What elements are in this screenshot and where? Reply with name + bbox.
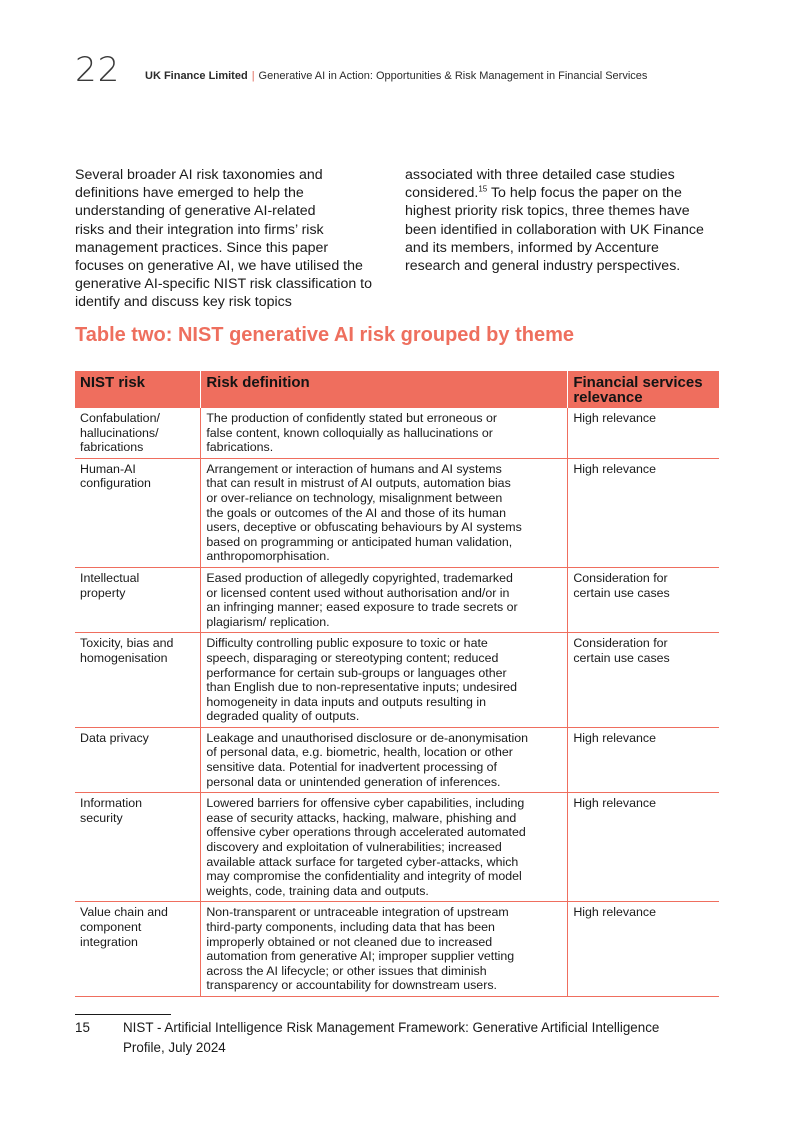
cell-risk-definition-line: Non-transparent or untraceable integration of upstream <box>206 905 509 920</box>
cell-nist-risk-line: security <box>80 810 123 825</box>
intro-line: understanding of generative AI-related <box>75 203 316 220</box>
cell-nist-risk <box>75 727 201 792</box>
header-risk-definition-label: Risk definition <box>206 374 310 391</box>
cell-risk-definition-line: or licensed content used without authorisation and/or in <box>206 585 510 600</box>
cell-nist-risk-line: Human-AI <box>80 461 136 476</box>
cell-nist-risk-line: Value chain and <box>80 905 168 920</box>
intro-line: management practices. Since this paper <box>75 239 329 256</box>
intro-line-text: To help focus the paper on the <box>490 185 682 202</box>
intro-line: been identified in collaboration with UK Finance <box>405 221 704 238</box>
cell-nist-risk <box>75 458 201 567</box>
intro-paragraph <box>75 166 720 312</box>
cell-nist-risk-line: Intellectual <box>80 570 140 585</box>
cell-nist-risk-line: homogenisation <box>80 650 168 665</box>
cell-nist-risk <box>75 633 201 728</box>
cell-risk-definition-line: offensive cyber operations through accelerated automated <box>206 825 526 840</box>
cell-risk-definition-line: degraded quality of outputs. <box>206 709 360 724</box>
cell-risk-definition-line: or over-reliance on technology, misalignment between <box>206 490 503 505</box>
cell-nist-risk-line: component <box>80 920 142 934</box>
cell-risk-definition-line: that can result in mistrust of AI outputs, automation bias <box>206 476 511 491</box>
nist-risk-table <box>75 371 719 997</box>
cell-nist-risk-line: fabrications <box>80 440 144 455</box>
header-nist-risk <box>75 371 201 408</box>
cell-risk-definition-line: plagiarism/ replication. <box>206 614 330 629</box>
cell-relevance-line: High relevance <box>573 796 656 811</box>
header-relevance-label: relevance <box>573 389 643 406</box>
cell-relevance <box>568 408 719 458</box>
intro-line: generative AI-specific NIST risk classification to <box>75 276 373 293</box>
cell-relevance-line: Consideration for <box>573 570 668 585</box>
cell-relevance-line: High relevance <box>573 411 656 425</box>
running-header <box>145 70 647 82</box>
table-title: Table two: NIST generative AI risk grouped by theme <box>75 324 574 346</box>
table-header-row <box>75 371 719 408</box>
cell-relevance <box>568 902 719 997</box>
cell-risk-definition-line: performance for certain sub-groups or languages other <box>206 665 507 680</box>
cell-relevance <box>568 793 719 902</box>
cell-risk-definition-line: automation from generative AI; improper supplier vetting <box>206 949 515 964</box>
cell-nist-risk-line: hallucinations/ <box>80 425 159 440</box>
intro-line <box>405 184 720 202</box>
cell-risk-definition-line: than English due to non-representative inputs; undesired <box>206 680 518 695</box>
cell-risk-definition-line: weights, code, training data and outputs. <box>206 883 429 898</box>
cell-relevance-line: High relevance <box>573 461 656 476</box>
header-risk-definition <box>201 371 568 408</box>
intro-line: risks and their integration into firms’ risk <box>75 221 324 238</box>
intro-line: Several broader AI risk taxonomies and <box>75 167 323 183</box>
table-row <box>75 793 719 902</box>
cell-risk-definition-line: based on programming or anticipated human validation, <box>206 534 513 549</box>
cell-risk-definition-line: across the AI lifecycle; or other issues that diminish <box>206 963 487 978</box>
table-body <box>75 408 719 996</box>
cell-relevance-line: Consideration for <box>573 636 668 651</box>
cell-relevance <box>568 458 719 567</box>
cell-risk-definition-line: anthropomorphisation. <box>206 549 330 564</box>
cell-risk-definition-line: Eased production of allegedly copyrighted, trademarked <box>206 570 513 585</box>
cell-risk-definition <box>201 902 568 997</box>
table-row <box>75 408 719 458</box>
cell-relevance-line: certain use cases <box>573 585 670 600</box>
cell-risk-definition <box>201 793 568 902</box>
intro-line: and its members, informed by Accenture <box>405 239 659 256</box>
cell-risk-definition-line: improperly obtained or not cleaned due to increased <box>206 934 493 949</box>
table-row <box>75 458 719 567</box>
intro-column-right <box>405 166 720 312</box>
cell-risk-definition-line: ease of security attacks, hacking, malware, phishing and <box>206 810 517 825</box>
cell-relevance <box>568 727 719 792</box>
footnote-line: Profile, July 2024 <box>123 1039 226 1055</box>
footnote-number: 15 <box>75 1020 90 1035</box>
footnote-text <box>123 1018 723 1057</box>
cell-risk-definition-line: third-party components, including data that has been <box>206 920 495 934</box>
cell-risk-definition <box>201 727 568 792</box>
intro-line: research and general industry perspectives. <box>405 258 681 275</box>
cell-risk-definition-line: Difficulty controlling public exposure to toxic or hate <box>206 636 488 651</box>
table-row <box>75 727 719 792</box>
cell-relevance-line: High relevance <box>573 730 656 745</box>
cell-risk-definition-line: discovery and exploitation of vulnerabilities; increased <box>206 840 502 855</box>
intro-line: definitions have emerged to help the <box>75 185 304 202</box>
cell-nist-risk <box>75 567 201 632</box>
cell-risk-definition-line: Leakage and unauthorised disclosure or de-anonymisation <box>206 730 529 745</box>
table-row <box>75 633 719 728</box>
cell-risk-definition <box>201 633 568 728</box>
cell-nist-risk-line: property <box>80 585 126 600</box>
cell-risk-definition-line: an infringing manner; eased exposure to trade secrets or <box>206 600 518 615</box>
cell-nist-risk <box>75 902 201 997</box>
cell-nist-risk-line: Data privacy <box>80 730 149 745</box>
cell-risk-definition-line: false content, known colloquially as hallucinations or <box>206 425 493 440</box>
cell-risk-definition-line: personal data or unintended generation of inferences. <box>206 774 501 789</box>
cell-nist-risk-line: Confabulation/ <box>80 411 160 425</box>
intro-line: identify and discuss key risk topics <box>75 294 292 311</box>
cell-nist-risk <box>75 408 201 458</box>
cell-risk-definition-line: fabrications. <box>206 440 274 455</box>
cell-nist-risk-line: Toxicity, bias and <box>80 636 174 651</box>
header-relevance-label: Financial services <box>573 374 703 391</box>
header-separator: | <box>251 70 255 82</box>
header-nist-risk-label: NIST risk <box>80 374 146 391</box>
cell-risk-definition-line: of personal data, e.g. biometric, health, location or other <box>206 745 513 760</box>
cell-risk-definition-line: Lowered barriers for offensive cyber capabilities, including <box>206 796 525 811</box>
cell-nist-risk-line: integration <box>80 934 138 949</box>
intro-line: focuses on generative AI, we have utilised the <box>75 258 363 275</box>
cell-risk-definition-line: The production of confidently stated but erroneous or <box>206 411 498 425</box>
table-row <box>75 902 719 997</box>
cell-risk-definition <box>201 408 568 458</box>
intro-line-text: considered. <box>405 185 479 202</box>
cell-risk-definition-line: Arrangement or interaction of humans and AI systems <box>206 461 502 476</box>
header-relevance <box>568 371 719 408</box>
header-document-title: Generative AI in Action: Opportunities & Risk Management in Financial Services <box>258 70 648 82</box>
cell-relevance <box>568 633 719 728</box>
cell-nist-risk-line: Information <box>80 796 142 811</box>
cell-nist-risk <box>75 793 201 902</box>
cell-risk-definition <box>201 567 568 632</box>
cell-risk-definition <box>201 458 568 567</box>
footnote-divider <box>75 1014 171 1015</box>
cell-relevance-line: High relevance <box>573 905 656 920</box>
cell-relevance-line: certain use cases <box>573 650 670 665</box>
footnote-reference[interactable]: 15 <box>478 184 488 194</box>
table-row <box>75 567 719 632</box>
intro-column-left <box>75 166 380 312</box>
cell-risk-definition-line: sensitive data. Potential for inadvertent processing of <box>206 760 498 775</box>
intro-line: highest priority risk topics, three themes have <box>405 203 690 220</box>
page-number: 22 <box>75 50 121 90</box>
cell-risk-definition-line: users, deceptive or obfuscating behaviours by AI systems <box>206 520 522 535</box>
cell-risk-definition-line: homogeneity in data inputs and outputs resulting in <box>206 694 487 709</box>
footnote-line: NIST - Artificial Intelligence Risk Management Framework: Generative Artificial Intelligence <box>123 1020 660 1035</box>
cell-risk-definition-line: transparency or accountability for downstream users. <box>206 978 497 993</box>
cell-relevance <box>568 567 719 632</box>
cell-risk-definition-line: the goals or outcomes of the AI and those of its human <box>206 505 506 520</box>
header-organisation: UK Finance Limited <box>145 70 248 82</box>
intro-line: associated with three detailed case studies <box>405 167 675 183</box>
cell-risk-definition-line: available attack surface for targeted cyber-attacks, which <box>206 854 519 869</box>
cell-nist-risk-line: configuration <box>80 476 151 491</box>
cell-risk-definition-line: speech, disparaging or stereotyping content; reduced <box>206 650 499 665</box>
cell-risk-definition-line: may compromise the confidentiality and integrity of model <box>206 869 522 884</box>
